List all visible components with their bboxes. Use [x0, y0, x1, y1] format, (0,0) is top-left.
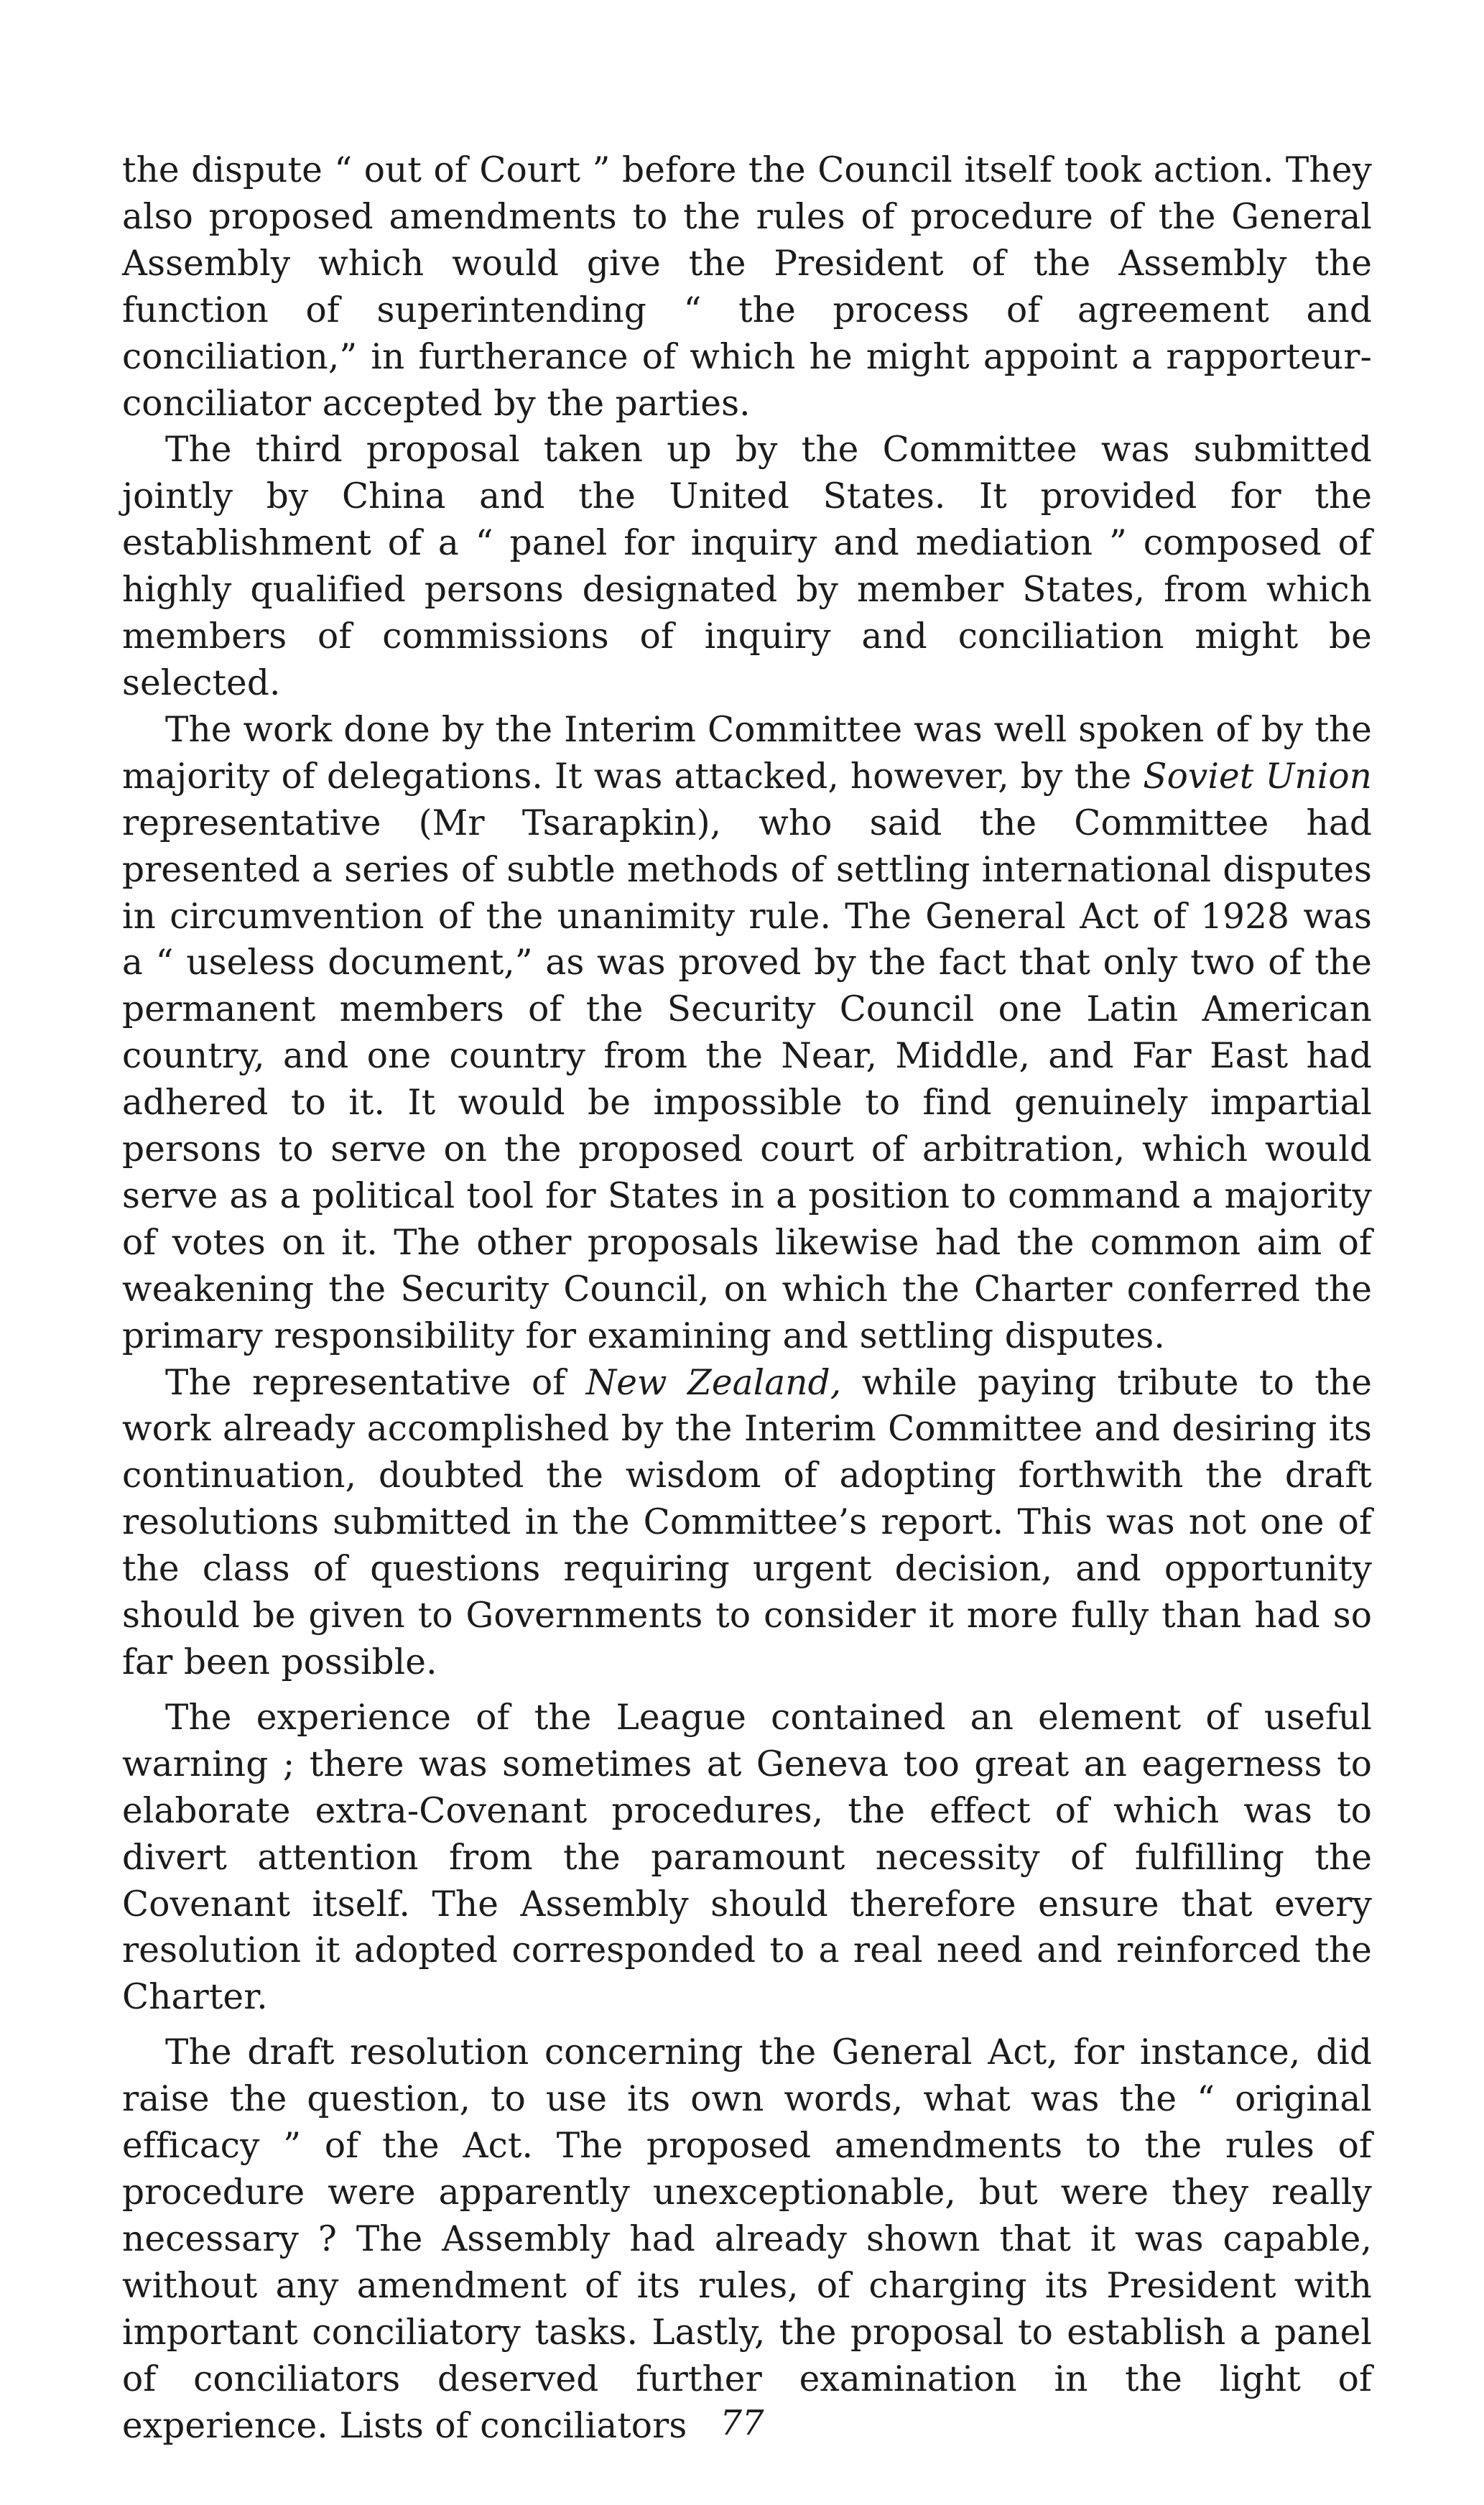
text-run: while paying tribute to the work already accomplished by the Interim Committee and desiring its continuation, doubted the wisdom of adopting forthwith the draft resolutions submitted in the Committee’s report. This was not one of the class of questions requiring urgent decision, and opportunity should be given to Governments to consider it more fully than had so far been possible. — [122, 1362, 1373, 1682]
page-number: 77 — [720, 2403, 764, 2443]
paragraph-gap — [122, 2021, 1372, 2029]
paragraph-draft-resolution — [122, 2029, 1372, 2449]
paragraph-new-zealand — [122, 1360, 1372, 1686]
text-run: The experience of the League contained an element of useful warning ; there was sometimes at Geneva too great an eagerness to elaborate extra-Covenant procedures, the effect of which was to divert attention from the paramount necessity of fulfilling the Covenant itself. The Assembly should therefore ensure that every resolution it adopted corresponded to a real need and reinforced the Charter. — [122, 1697, 1372, 2018]
document-page — [122, 147, 1372, 2449]
italic-text-run: New Zealand, — [585, 1362, 842, 1403]
paragraph-third-proposal — [122, 427, 1372, 706]
text-run: The third proposal taken up by the Committee was submitted jointly by China and the United States. It provided for the establishment of a “ panel for inquiry and mediation ” composed of highly qualified persons designated by member States, from which members of commissions of inquiry and conciliation might be selected. — [122, 430, 1372, 703]
text-run: the dispute “ out of Court ” before the Council itself took action. They also proposed amendments to the rules of procedure of the General Assembly which would give the President of the Assembly the function of superintending “ the process of agreement and conciliation,” in furtherance of which he might appoint a rapporteur-conciliator accepted by the parties. — [122, 150, 1372, 424]
text-run: representative (Mr Tsarapkin), who said the Committee had presented a series of subtle methods of settling international disputes in circumvention of the unanimity rule. The General Act of 1928 was a “ useless document,” as was proved by the fact that only two of the permanent members of the Security Council one Latin American country, and one country from the Near, Middle, and Far East had adhered to it. It would be impossible to find genuinely impartial persons to serve on the proposed court of arbitration, which would serve as a political tool for States in a position to command a majority of votes on it. The other proposals likewise had the common aim of weakening the Security Council, on which the Charter conferred the primary responsibility for examining and settling disputes. — [122, 802, 1372, 1356]
paragraph-gap — [122, 1686, 1372, 1695]
paragraph-soviet-union — [122, 707, 1372, 1360]
italic-text-run: Soviet Union — [1143, 756, 1372, 797]
text-run: The draft resolution concerning the General Act, for instance, did raise the question, to use its own words, what was the “ original efficacy ” of the Act. The proposed amendments to the rules of procedure were apparently unexceptionable, but were they really necessary ? The Assembly had already shown that it was capable, without any amendment of its rules, of charging its President with important conciliatory tasks. Lastly, the proposal to establish a panel of conciliators deserved further examination in the light of experience. Lists of conciliators — [122, 2032, 1372, 2446]
paragraph-continued — [122, 147, 1372, 427]
paragraph-league-experience — [122, 1695, 1372, 2021]
text-run: The representative of — [165, 1362, 586, 1403]
text-run: The work done by the Interim Committee was well spoken of by the majority of delegations. It was attacked, however, by the — [122, 709, 1372, 797]
